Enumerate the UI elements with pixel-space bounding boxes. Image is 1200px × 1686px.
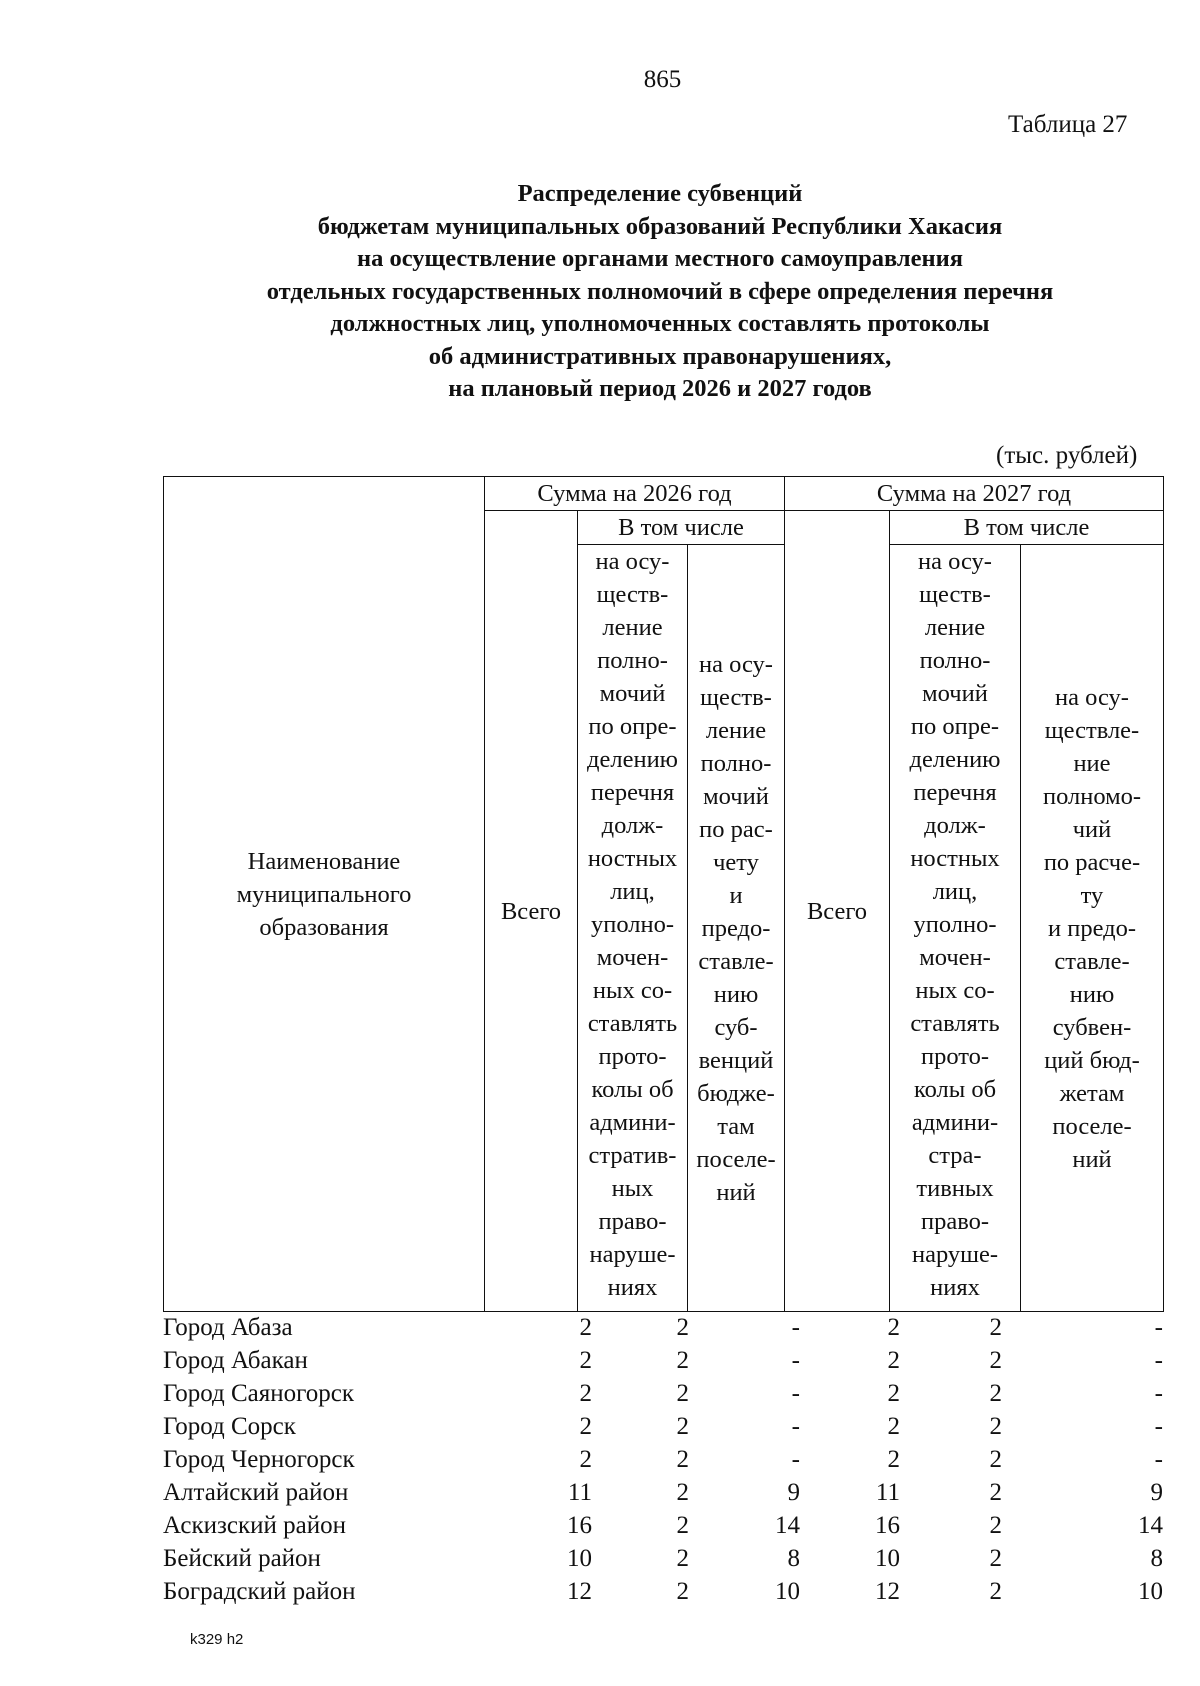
header-total-2026: Всего (485, 511, 578, 1312)
cell-a-2027: 2 (989, 1347, 1002, 1374)
header-text-line: ний (1072, 1145, 1112, 1173)
municipality-name: Город Абаза (163, 1314, 293, 1341)
cell-a-2026: 2 (676, 1347, 689, 1374)
header-text-line: там (717, 1112, 755, 1140)
cell-a-2026: 2 (676, 1479, 689, 1506)
header-text-line: предо- (701, 914, 771, 942)
header-name-line: образования (259, 913, 389, 941)
header-text-line: ниях (930, 1274, 980, 1301)
header-text-line: ставле- (698, 947, 774, 975)
cell-b-2027: 10 (1138, 1578, 1163, 1605)
municipality-name: Алтайский район (163, 1479, 349, 1506)
header-text-line: на осу- (1055, 683, 1129, 711)
table-row (163, 1443, 1163, 1476)
header-text-line: ществ- (700, 683, 772, 711)
header-text-line: колы об (913, 1076, 997, 1103)
cell-total-2027: 2 (887, 1413, 900, 1440)
header-text-line: ций бюд- (1044, 1046, 1140, 1074)
header-text-line: на осу- (699, 650, 773, 678)
units-label: (тыс. рублей) (996, 442, 1138, 469)
header-text-line: мочий (599, 680, 666, 707)
header-text-line: прото- (920, 1043, 990, 1070)
municipality-name: Боградский район (163, 1578, 356, 1605)
cell-total-2026: 11 (567, 1479, 592, 1506)
cell-a-2026: 2 (676, 1446, 689, 1473)
header-total-2027: Всего (785, 511, 890, 1312)
table-body (163, 1311, 1163, 1608)
header-text-line: суб- (714, 1013, 758, 1041)
cell-total-2027: 16 (875, 1512, 900, 1539)
header-text-line: стратив- (588, 1142, 677, 1169)
cell-total-2027: 2 (887, 1380, 900, 1407)
cell-total-2026: 2 (579, 1413, 592, 1440)
cell-total-2026: 16 (567, 1512, 592, 1539)
title-line: должностных лиц, уполномоченных составлять протоколы (330, 310, 990, 337)
municipality-name: Город Сорск (163, 1413, 296, 1440)
header-2026-lists-officials (578, 545, 688, 1312)
header-text-line: поселе- (1052, 1112, 1132, 1140)
header-text-line: полно- (700, 749, 772, 777)
header-text-line: ставлять (910, 1010, 1000, 1037)
cell-total-2026: 2 (579, 1380, 592, 1407)
header-name-line: Наименование (247, 847, 401, 875)
cell-b-2027: - (1154, 1347, 1163, 1374)
header-text-line: админи- (911, 1109, 999, 1136)
header-text-line: по расче- (1043, 848, 1141, 876)
cell-b-2027: 14 (1138, 1512, 1163, 1539)
header-text-line: стра- (928, 1142, 982, 1169)
header-text-line: делению (909, 746, 1001, 773)
header-text-line: мочен- (919, 944, 991, 971)
table-row (163, 1410, 1163, 1443)
table-header (163, 476, 1164, 1312)
header-text-line: лиц, (610, 878, 655, 905)
table-row (163, 1377, 1163, 1410)
header-text-line: ний (716, 1178, 756, 1206)
header-text-line: и (729, 881, 743, 909)
cell-total-2027: 12 (875, 1578, 900, 1605)
header-including-2027: В том числе (890, 511, 1164, 545)
municipality-name: Город Черногорск (163, 1446, 355, 1473)
header-text-line: мочий (922, 680, 988, 707)
header-text-line: ных со- (592, 977, 673, 1004)
header-text-line: полно- (919, 647, 991, 674)
cell-total-2027: 2 (887, 1314, 900, 1341)
header-text-line: венций (698, 1046, 774, 1074)
cell-total-2026: 12 (567, 1578, 592, 1605)
header-text-line: уполно- (590, 911, 675, 938)
cell-a-2027: 2 (989, 1578, 1002, 1605)
header-text-line: и предо- (1047, 914, 1137, 942)
header-text-line: ставле- (1054, 947, 1130, 975)
header-text-line: нию (713, 980, 759, 1008)
header-text-line: ностных (587, 845, 678, 872)
header-text-line: чету (713, 848, 759, 876)
cell-b-2027: 8 (1150, 1545, 1163, 1572)
header-text-line: субвен- (1052, 1013, 1132, 1041)
cell-a-2027: 2 (989, 1380, 1002, 1407)
cell-total-2027: 11 (875, 1479, 900, 1506)
header-text-line: ностных (910, 845, 1000, 872)
header-text-line: по рас- (699, 815, 773, 843)
cell-total-2027: 2 (887, 1347, 900, 1374)
header-text-line: право- (920, 1208, 990, 1235)
header-text-line: на осу- (918, 548, 992, 575)
title-line: Распределение субвенций (517, 180, 803, 207)
cell-b-2026: - (791, 1446, 800, 1473)
header-text-line: чий (1072, 815, 1112, 843)
header-text-line: ществ- (596, 581, 669, 608)
header-text-line: ниях (607, 1274, 658, 1301)
cell-a-2027: 2 (989, 1314, 1002, 1341)
cell-b-2026: - (791, 1314, 800, 1341)
header-text-line: ление (705, 716, 767, 744)
header-text-line: бюдже- (697, 1079, 775, 1107)
header-name-column (164, 477, 485, 1312)
header-text-line: админи- (589, 1109, 676, 1136)
table-row (163, 1344, 1163, 1377)
header-text-line: делению (587, 746, 678, 773)
header-text-line: ление (924, 614, 986, 641)
cell-b-2026: - (791, 1413, 800, 1440)
header-text-line: долж- (924, 812, 986, 839)
title-line: об административных правонарушениях, (428, 342, 892, 370)
cell-a-2027: 2 (989, 1545, 1002, 1572)
cell-b-2027: - (1154, 1413, 1163, 1440)
cell-a-2027: 2 (989, 1479, 1002, 1506)
header-text-line: ных со- (915, 977, 995, 1004)
cell-b-2027: - (1154, 1446, 1163, 1473)
header-text-line: по опре- (588, 713, 677, 740)
header-name-line: муниципального (236, 880, 412, 908)
header-text-line: полномо- (1042, 782, 1142, 810)
header-text-line: наруше- (589, 1241, 676, 1268)
header-2027-lists-officials (890, 545, 1021, 1312)
header-text-line: тивных (916, 1175, 994, 1202)
municipality-name: Город Абакан (163, 1347, 308, 1374)
cell-total-2026: 2 (579, 1314, 592, 1341)
header-text-line: колы об (591, 1076, 674, 1103)
cell-b-2026: 8 (787, 1545, 800, 1572)
header-text-line: право- (598, 1208, 667, 1235)
cell-b-2026: 9 (787, 1479, 800, 1506)
header-text-line: перечня (590, 779, 675, 806)
municipality-name: Аскизский район (163, 1512, 347, 1539)
cell-b-2026: - (791, 1380, 800, 1407)
cell-b-2026: 14 (775, 1512, 800, 1539)
header-text-line: ставлять (587, 1010, 678, 1037)
cell-b-2027: 9 (1150, 1479, 1163, 1506)
cell-total-2027: 10 (875, 1545, 900, 1572)
header-text-line: нию (1069, 980, 1115, 1008)
header-text-line: мочий (703, 782, 769, 810)
header-text-line: лиц, (932, 878, 978, 905)
header-text-line: уполно- (913, 911, 997, 938)
title-line: бюджетам муниципальных образований Республики Хакасия (317, 212, 1003, 240)
title-line: на осуществление органами местного самоуправления (356, 245, 963, 272)
header-text-line: ление (602, 614, 663, 641)
table-row (163, 1476, 1163, 1509)
cell-b-2026: - (791, 1347, 800, 1374)
document-title (130, 178, 1190, 406)
footer-code: k329 h2 (190, 1631, 244, 1648)
cell-b-2027: - (1154, 1314, 1163, 1341)
municipality-name: Город Саяногорск (163, 1380, 355, 1407)
header-text-line: по опре- (910, 713, 1000, 740)
header-2026-settlement-subventions (688, 545, 785, 1312)
cell-b-2026: 10 (775, 1578, 800, 1605)
header-text-line: поселе- (696, 1145, 776, 1173)
title-line: отдельных государственных полномочий в сфере определения перечня (266, 277, 1054, 305)
cell-a-2027: 2 (989, 1512, 1002, 1539)
cell-total-2027: 2 (887, 1446, 900, 1473)
cell-a-2026: 2 (676, 1578, 689, 1605)
cell-a-2027: 2 (989, 1446, 1002, 1473)
header-text-line: ние (1073, 749, 1111, 777)
table-row (163, 1542, 1163, 1575)
cell-total-2026: 2 (579, 1347, 592, 1374)
cell-b-2027: - (1154, 1380, 1163, 1407)
header-text-line: перечня (913, 779, 997, 806)
title-line: на плановый период 2026 и 2027 годов (448, 375, 872, 402)
table-row (163, 1509, 1163, 1542)
header-text-line: ту (1080, 881, 1104, 909)
header-text-line: на осу- (595, 548, 670, 575)
header-text-line: прото- (598, 1043, 667, 1070)
page-number: 865 (643, 66, 682, 93)
cell-a-2026: 2 (676, 1314, 689, 1341)
table-label: Таблица 27 (1008, 111, 1128, 138)
header-text-line: ществ- (919, 581, 991, 608)
table-row (163, 1575, 1163, 1608)
header-year-2027: Сумма на 2027 год (785, 477, 1164, 511)
header-text-line: полно- (597, 647, 668, 674)
cell-a-2026: 2 (676, 1545, 689, 1572)
header-text-line: наруше- (911, 1241, 999, 1268)
cell-total-2026: 10 (567, 1545, 592, 1572)
header-text-line: ных (611, 1175, 654, 1202)
cell-total-2026: 2 (579, 1446, 592, 1473)
header-2027-settlement-subventions (1021, 545, 1164, 1312)
header-year-2026: Сумма на 2026 год (485, 477, 785, 511)
header-text-line: жетам (1059, 1079, 1125, 1107)
header-text-line: ществле- (1044, 716, 1140, 744)
cell-a-2026: 2 (676, 1512, 689, 1539)
cell-a-2026: 2 (676, 1413, 689, 1440)
municipality-name: Бейский район (163, 1545, 321, 1572)
cell-a-2026: 2 (676, 1380, 689, 1407)
header-including-2026: В том числе (578, 511, 785, 545)
header-text-line: долж- (601, 812, 664, 839)
table-row (163, 1311, 1163, 1344)
cell-a-2027: 2 (989, 1413, 1002, 1440)
header-text-line: мочен- (596, 944, 669, 971)
